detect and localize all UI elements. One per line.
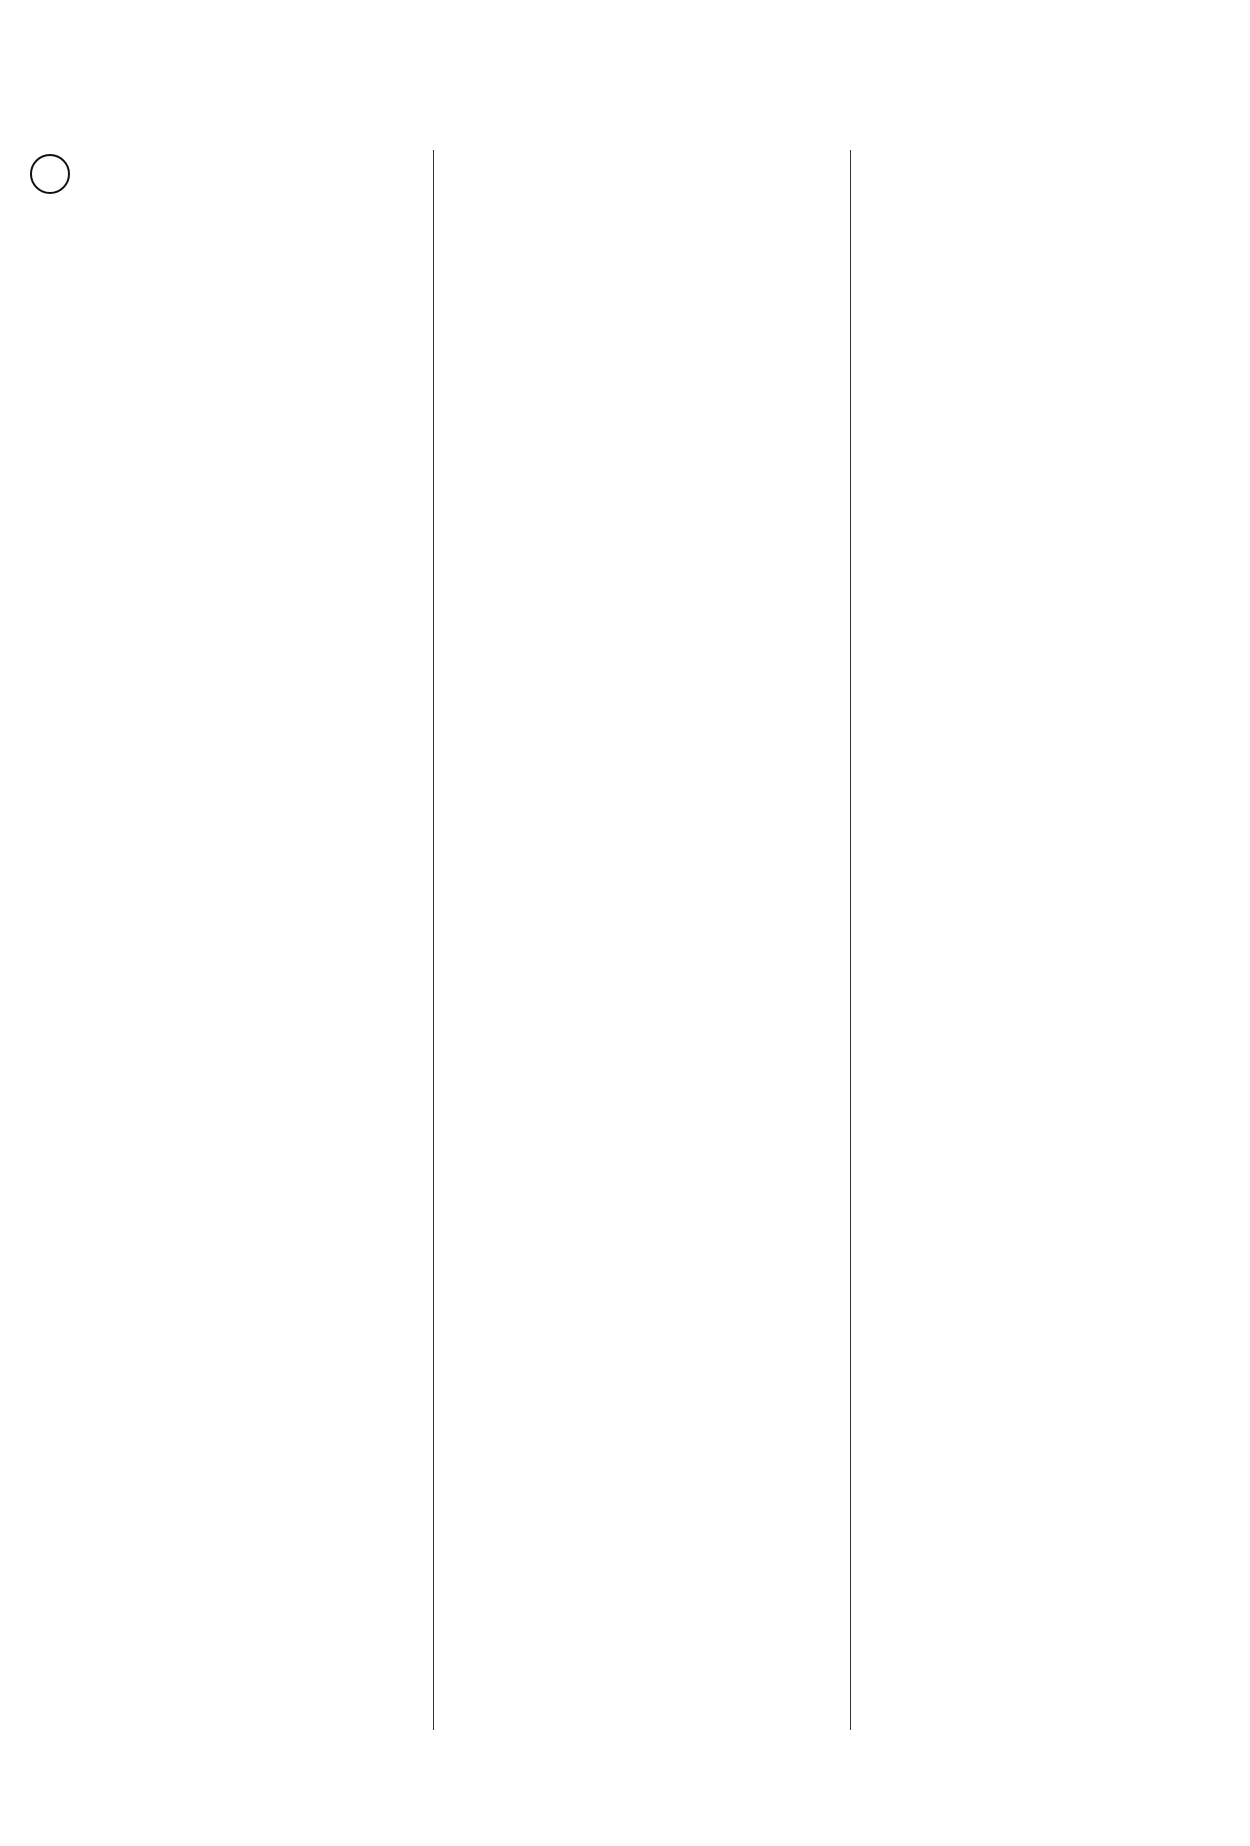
column-middle (452, 150, 837, 1720)
column-left (30, 150, 415, 1720)
section-header (30, 154, 415, 194)
column-divider (433, 150, 434, 1730)
section-number-badge (30, 154, 70, 194)
column-right (868, 150, 1250, 1720)
column-divider (850, 150, 851, 1730)
